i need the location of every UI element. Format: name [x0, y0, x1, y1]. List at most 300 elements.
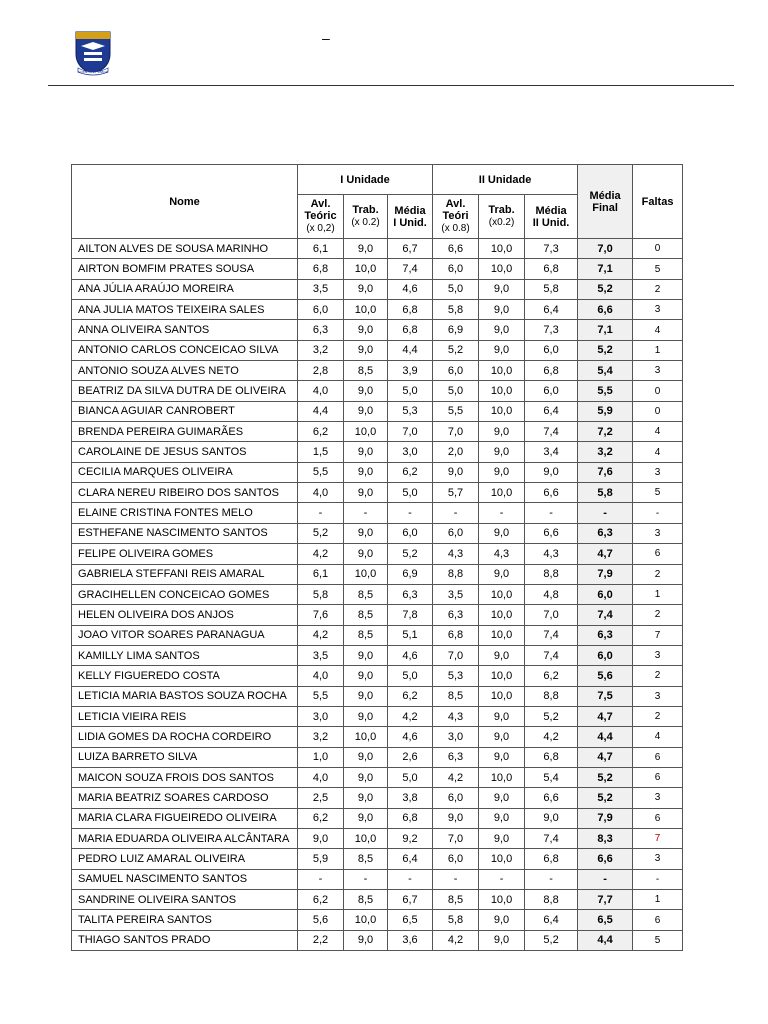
cell-name: SAMUEL NASCIMENTO SANTOS [72, 869, 298, 889]
cell-faltas: 1 [633, 340, 683, 360]
cell-trab1: 10,0 [344, 300, 388, 320]
cell-trab1: 9,0 [344, 401, 388, 421]
cell-name: THIAGO SANTOS PRADO [72, 930, 298, 950]
cell-final: 7,9 [578, 808, 633, 828]
table-row [72, 462, 683, 482]
cell-avl1: 9,0 [298, 828, 344, 848]
cell-name: LETICIA VIEIRA REIS [72, 706, 298, 726]
cell-trab2: 9,0 [479, 808, 525, 828]
cell-trab2: 10,0 [479, 686, 525, 706]
cell-name: ESTHEFANE NASCIMENTO SANTOS [72, 523, 298, 543]
table-row [72, 300, 683, 320]
cell-media1: 4,4 [388, 340, 433, 360]
cell-final: 5,2 [578, 279, 633, 299]
cell-avl1: 4,0 [298, 666, 344, 686]
cell-media1: 6,7 [388, 239, 433, 259]
cell-name: ELAINE CRISTINA FONTES MELO [72, 503, 298, 523]
cell-trab1: 9,0 [344, 788, 388, 808]
cell-faltas: 4 [633, 320, 683, 340]
cell-name: CECILIA MARQUES OLIVEIRA [72, 462, 298, 482]
cell-media2: 7,0 [525, 605, 578, 625]
cell-avl1: 4,0 [298, 767, 344, 787]
cell-name: MARIA BEATRIZ SOARES CARDOSO [72, 788, 298, 808]
cell-trab1: 9,0 [344, 320, 388, 340]
cell-avl1: 5,6 [298, 910, 344, 930]
cell-faltas: 7 [633, 625, 683, 645]
table-row [72, 361, 683, 381]
cell-name: JOAO VITOR SOARES PARANAGUA [72, 625, 298, 645]
cell-avl1: 4,0 [298, 483, 344, 503]
cell-trab1: 10,0 [344, 910, 388, 930]
cell-trab2: 10,0 [479, 666, 525, 686]
cell-media1: 7,0 [388, 422, 433, 442]
cell-media1: 6,7 [388, 890, 433, 910]
cell-avl2: 6,6 [433, 239, 479, 259]
col-header-avl1-l2: Teóric [304, 210, 337, 222]
cell-avl1: 5,8 [298, 584, 344, 604]
table-row [72, 808, 683, 828]
cell-trab1: 10,0 [344, 564, 388, 584]
table-row [72, 442, 683, 462]
cell-avl2: 6,0 [433, 849, 479, 869]
cell-media1: 3,0 [388, 442, 433, 462]
cell-name: AIRTON BOMFIM PRATES SOUSA [72, 259, 298, 279]
cell-trab1: 10,0 [344, 259, 388, 279]
col-header-faltas: Faltas [633, 165, 683, 239]
cell-faltas: 6 [633, 544, 683, 564]
cell-media1: 6,8 [388, 320, 433, 340]
cell-final: 8,3 [578, 828, 633, 848]
cell-faltas: 6 [633, 910, 683, 930]
cell-avl2: 3,5 [433, 584, 479, 604]
cell-avl1: 3,5 [298, 279, 344, 299]
cell-final: - [578, 869, 633, 889]
col-header-avl2 [433, 195, 479, 239]
cell-trab2: 9,0 [479, 300, 525, 320]
cell-faltas: 2 [633, 666, 683, 686]
cell-media1: 3,6 [388, 930, 433, 950]
cell-trab1: 8,5 [344, 605, 388, 625]
cell-media2: 4,8 [525, 584, 578, 604]
table-row [72, 503, 683, 523]
cell-final: 6,0 [578, 584, 633, 604]
col-header-avl2-l1: Avl. [445, 198, 466, 210]
cell-faltas: 7 [633, 828, 683, 848]
cell-trab2: 10,0 [479, 259, 525, 279]
cell-trab1: 9,0 [344, 706, 388, 726]
col-header-trab1 [344, 195, 388, 239]
cell-trab2: - [479, 503, 525, 523]
cell-trab1: 9,0 [344, 747, 388, 767]
cell-trab2: 9,0 [479, 910, 525, 930]
cell-final: 6,3 [578, 625, 633, 645]
cell-trab1: 9,0 [344, 645, 388, 665]
table-row [72, 401, 683, 421]
cell-trab2: 10,0 [479, 381, 525, 401]
cell-final: 7,6 [578, 462, 633, 482]
cell-final: 6,5 [578, 910, 633, 930]
cell-avl1: 6,1 [298, 239, 344, 259]
cell-faltas: 1 [633, 890, 683, 910]
cell-final: 7,1 [578, 320, 633, 340]
cell-name: CLARA NEREU RIBEIRO DOS SANTOS [72, 483, 298, 503]
cell-avl1: 2,2 [298, 930, 344, 950]
cell-trab2: 10,0 [479, 849, 525, 869]
cell-media1: 6,5 [388, 910, 433, 930]
cell-avl1: 5,5 [298, 462, 344, 482]
cell-avl2: 5,5 [433, 401, 479, 421]
cell-avl2: 9,0 [433, 808, 479, 828]
cell-media1: - [388, 869, 433, 889]
cell-trab2: 10,0 [479, 401, 525, 421]
cell-name: PEDRO LUIZ AMARAL OLIVEIRA [72, 849, 298, 869]
cell-faltas: 4 [633, 727, 683, 747]
cell-final: 7,7 [578, 890, 633, 910]
cell-name: KAMILLY LIMA SANTOS [72, 645, 298, 665]
cell-trab2: 10,0 [479, 767, 525, 787]
cell-media2: 5,4 [525, 767, 578, 787]
cell-faltas: 6 [633, 747, 683, 767]
cell-media2: 7,3 [525, 320, 578, 340]
table-row [72, 340, 683, 360]
cell-name: ANTONIO CARLOS CONCEICAO SILVA [72, 340, 298, 360]
table-row [72, 910, 683, 930]
table-row [72, 381, 683, 401]
cell-final: 5,4 [578, 361, 633, 381]
grades-table-body [72, 239, 683, 951]
cell-media2: 6,4 [525, 401, 578, 421]
cell-media2: 6,4 [525, 910, 578, 930]
cell-faltas: 5 [633, 930, 683, 950]
cell-trab2: 10,0 [479, 584, 525, 604]
cell-name: ANA JÚLIA ARAÚJO MOREIRA [72, 279, 298, 299]
cell-final: 5,5 [578, 381, 633, 401]
cell-media1: 7,8 [388, 605, 433, 625]
cell-media1: 4,6 [388, 727, 433, 747]
cell-name: GABRIELA STEFFANI REIS AMARAL [72, 564, 298, 584]
cell-trab2: 10,0 [479, 890, 525, 910]
cell-avl2: 6,3 [433, 605, 479, 625]
cell-trab2: 10,0 [479, 483, 525, 503]
cell-media2: - [525, 869, 578, 889]
cell-final: 6,6 [578, 300, 633, 320]
col-header-media1-l2: I Unid. [393, 216, 427, 229]
cell-avl1: 1,0 [298, 747, 344, 767]
cell-faltas: 3 [633, 849, 683, 869]
cell-trab1: 9,0 [344, 279, 388, 299]
cell-name: ANTONIO SOUZA ALVES NETO [72, 361, 298, 381]
cell-trab1: 8,5 [344, 849, 388, 869]
cell-name: LETICIA MARIA BASTOS SOUZA ROCHA [72, 686, 298, 706]
cell-avl1: 6,2 [298, 808, 344, 828]
table-row [72, 259, 683, 279]
table-row [72, 645, 683, 665]
cell-avl2: 7,0 [433, 645, 479, 665]
cell-name: ANNA OLIVEIRA SANTOS [72, 320, 298, 340]
cell-trab2: 9,0 [479, 706, 525, 726]
cell-name: BRENDA PEREIRA GUIMARÃES [72, 422, 298, 442]
cell-avl2: 9,0 [433, 462, 479, 482]
group-header-unit1: I Unidade [298, 165, 433, 195]
cell-trab1: 10,0 [344, 727, 388, 747]
cell-avl1: 2,8 [298, 361, 344, 381]
cell-avl2: 6,3 [433, 747, 479, 767]
cell-avl1: 2,5 [298, 788, 344, 808]
table-row [72, 625, 683, 645]
cell-trab2: 9,0 [479, 523, 525, 543]
cell-avl2: 5,2 [433, 340, 479, 360]
cell-name: TALITA PEREIRA SANTOS [72, 910, 298, 930]
cell-media1: 9,2 [388, 828, 433, 848]
cell-media2: 6,6 [525, 483, 578, 503]
cell-name: MAICON SOUZA FROIS DOS SANTOS [72, 767, 298, 787]
cell-trab2: 9,0 [479, 462, 525, 482]
cell-avl2: 5,8 [433, 910, 479, 930]
table-row [72, 788, 683, 808]
cell-final: 4,7 [578, 747, 633, 767]
cell-name: CAROLAINE DE JESUS SANTOS [72, 442, 298, 462]
cell-avl2: 4,2 [433, 767, 479, 787]
cell-trab2: 9,0 [479, 828, 525, 848]
cell-trab2: 9,0 [479, 564, 525, 584]
cell-faltas: 2 [633, 605, 683, 625]
cell-avl2: 5,0 [433, 381, 479, 401]
cell-avl1: 6,3 [298, 320, 344, 340]
col-header-avl2-l2: Teóri [442, 210, 469, 222]
cell-media2: 8,8 [525, 890, 578, 910]
cell-faltas: 6 [633, 808, 683, 828]
cell-avl2: 5,7 [433, 483, 479, 503]
cell-avl2: 2,0 [433, 442, 479, 462]
cell-media1: 4,2 [388, 706, 433, 726]
cell-trab2: 10,0 [479, 361, 525, 381]
table-row [72, 523, 683, 543]
cell-media1: 5,0 [388, 666, 433, 686]
cell-name: KELLY FIGUEREDO COSTA [72, 666, 298, 686]
cell-avl2: - [433, 503, 479, 523]
cell-media1: 6,4 [388, 849, 433, 869]
cell-trab1: 8,5 [344, 361, 388, 381]
cell-final: 6,6 [578, 849, 633, 869]
group-header-unit2: II Unidade [433, 165, 578, 195]
cell-media1: 6,2 [388, 462, 433, 482]
cell-media2: 6,8 [525, 849, 578, 869]
cell-faltas: 3 [633, 361, 683, 381]
cell-avl1: 6,1 [298, 564, 344, 584]
cell-avl2: 4,3 [433, 706, 479, 726]
table-row [72, 930, 683, 950]
cell-final: 7,1 [578, 259, 633, 279]
cell-final: 5,8 [578, 483, 633, 503]
cell-avl2: 8,5 [433, 686, 479, 706]
cell-trab2: 10,0 [479, 605, 525, 625]
col-header-media2-l1: Média [535, 204, 567, 217]
cell-trab2: 4,3 [479, 544, 525, 564]
col-header-avl1-l1: Avl. [310, 198, 331, 210]
cell-faltas: 6 [633, 767, 683, 787]
cell-avl2: 4,3 [433, 544, 479, 564]
cell-faltas: 4 [633, 422, 683, 442]
table-row [72, 890, 683, 910]
cell-name: GRACIHELLEN CONCEICAO GOMES [72, 584, 298, 604]
cell-media1: 5,1 [388, 625, 433, 645]
cell-trab1: 9,0 [344, 666, 388, 686]
col-header-final-line2: Final [592, 201, 618, 214]
cell-final: 6,3 [578, 523, 633, 543]
table-row [72, 666, 683, 686]
cell-avl2: 5,8 [433, 300, 479, 320]
cell-trab1: 9,0 [344, 808, 388, 828]
cell-avl2: 6,0 [433, 259, 479, 279]
cell-avl1: 6,2 [298, 890, 344, 910]
cell-media1: 5,0 [388, 381, 433, 401]
cell-media2: 4,3 [525, 544, 578, 564]
cell-media2: 5,2 [525, 930, 578, 950]
cell-trab2: - [479, 869, 525, 889]
cell-final: 7,0 [578, 239, 633, 259]
cell-media2: 6,0 [525, 340, 578, 360]
table-row [72, 239, 683, 259]
table-row [72, 849, 683, 869]
cell-trab2: 9,0 [479, 320, 525, 340]
cell-trab1: - [344, 869, 388, 889]
cell-trab1: 8,5 [344, 890, 388, 910]
col-header-media2-l2: II Unid. [532, 216, 570, 229]
col-header-trab2 [479, 195, 525, 239]
cell-name: BEATRIZ DA SILVA DUTRA DE OLIVEIRA [72, 381, 298, 401]
cell-name: AILTON ALVES DE SOUSA MARINHO [72, 239, 298, 259]
cell-media2: 7,4 [525, 422, 578, 442]
cell-trab1: 9,0 [344, 767, 388, 787]
cell-faltas: 3 [633, 686, 683, 706]
cell-media2: 7,4 [525, 828, 578, 848]
cell-trab1: 9,0 [344, 523, 388, 543]
cell-avl1: 1,5 [298, 442, 344, 462]
cell-trab1: 8,5 [344, 625, 388, 645]
cell-avl2: 6,8 [433, 625, 479, 645]
cell-faltas: 0 [633, 401, 683, 421]
cell-media1: 4,6 [388, 279, 433, 299]
cell-faltas: 3 [633, 788, 683, 808]
cell-avl1: 4,0 [298, 381, 344, 401]
cell-media2: 7,4 [525, 625, 578, 645]
cell-media2: 8,8 [525, 686, 578, 706]
cell-name: LIDIA GOMES DA ROCHA CORDEIRO [72, 727, 298, 747]
cell-avl1: - [298, 503, 344, 523]
cell-trab1: 10,0 [344, 828, 388, 848]
table-row [72, 828, 683, 848]
cell-media1: 6,9 [388, 564, 433, 584]
university-crest-logo [72, 28, 114, 76]
cell-trab1: 9,0 [344, 930, 388, 950]
cell-final: 7,9 [578, 564, 633, 584]
cell-final: 7,2 [578, 422, 633, 442]
cell-trab1: 9,0 [344, 340, 388, 360]
cell-faltas: - [633, 869, 683, 889]
cell-avl2: 5,3 [433, 666, 479, 686]
table-row [72, 706, 683, 726]
cell-media2: 6,6 [525, 523, 578, 543]
cell-avl2: 6,0 [433, 523, 479, 543]
cell-avl1: 5,9 [298, 849, 344, 869]
cell-final: 4,7 [578, 544, 633, 564]
grades-table [71, 164, 683, 951]
cell-faltas: 3 [633, 462, 683, 482]
cell-final: 6,0 [578, 645, 633, 665]
cell-avl1: 4,4 [298, 401, 344, 421]
cell-final: 5,9 [578, 401, 633, 421]
cell-media2: 6,6 [525, 788, 578, 808]
cell-trab1: 9,0 [344, 544, 388, 564]
col-header-avl1-l3: (x 0,2) [306, 223, 335, 234]
cell-media2: 6,4 [525, 300, 578, 320]
cell-avl1: - [298, 869, 344, 889]
cell-final: 3,2 [578, 442, 633, 462]
cell-media2: 6,8 [525, 361, 578, 381]
cell-faltas: 5 [633, 483, 683, 503]
cell-avl1: 6,0 [298, 300, 344, 320]
table-row [72, 869, 683, 889]
table-row [72, 727, 683, 747]
cell-final: 5,6 [578, 666, 633, 686]
cell-avl2: 5,0 [433, 279, 479, 299]
table-row [72, 483, 683, 503]
cell-avl1: 3,0 [298, 706, 344, 726]
cell-faltas: 2 [633, 706, 683, 726]
cell-media2: 8,8 [525, 564, 578, 584]
cell-trab2: 9,0 [479, 645, 525, 665]
col-header-trab1-l1: Trab. [352, 204, 379, 216]
cell-avl2: 7,0 [433, 828, 479, 848]
cell-faltas: 5 [633, 259, 683, 279]
cell-avl2: 6,0 [433, 361, 479, 381]
col-header-avl2-l3: (x 0.8) [441, 223, 470, 234]
col-header-final [578, 165, 633, 239]
cell-trab2: 9,0 [479, 727, 525, 747]
table-row [72, 422, 683, 442]
cell-avl2: 4,2 [433, 930, 479, 950]
cell-media1: 4,6 [388, 645, 433, 665]
cell-avl2: 7,0 [433, 422, 479, 442]
cell-media2: 6,2 [525, 666, 578, 686]
cell-trab2: 9,0 [479, 788, 525, 808]
cell-media1: 3,8 [388, 788, 433, 808]
table-row [72, 605, 683, 625]
cell-final: 5,2 [578, 767, 633, 787]
cell-media2: 5,8 [525, 279, 578, 299]
cell-faltas: 0 [633, 239, 683, 259]
cell-faltas: 2 [633, 564, 683, 584]
cell-final: 5,2 [578, 788, 633, 808]
cell-faltas: 3 [633, 645, 683, 665]
cell-avl1: 4,2 [298, 625, 344, 645]
cell-trab2: 10,0 [479, 625, 525, 645]
cell-avl2: - [433, 869, 479, 889]
cell-media2: 6,8 [525, 747, 578, 767]
cell-final: - [578, 503, 633, 523]
cell-faltas: 4 [633, 442, 683, 462]
cell-faltas: - [633, 503, 683, 523]
cell-trab1: 9,0 [344, 686, 388, 706]
cell-media1: 5,0 [388, 767, 433, 787]
cell-avl1: 7,6 [298, 605, 344, 625]
cell-media1: 6,2 [388, 686, 433, 706]
cell-trab2: 9,0 [479, 442, 525, 462]
cell-name: FELIPE OLIVEIRA GOMES [72, 544, 298, 564]
cell-media2: 4,2 [525, 727, 578, 747]
cell-media1: - [388, 503, 433, 523]
cell-avl1: 5,2 [298, 523, 344, 543]
